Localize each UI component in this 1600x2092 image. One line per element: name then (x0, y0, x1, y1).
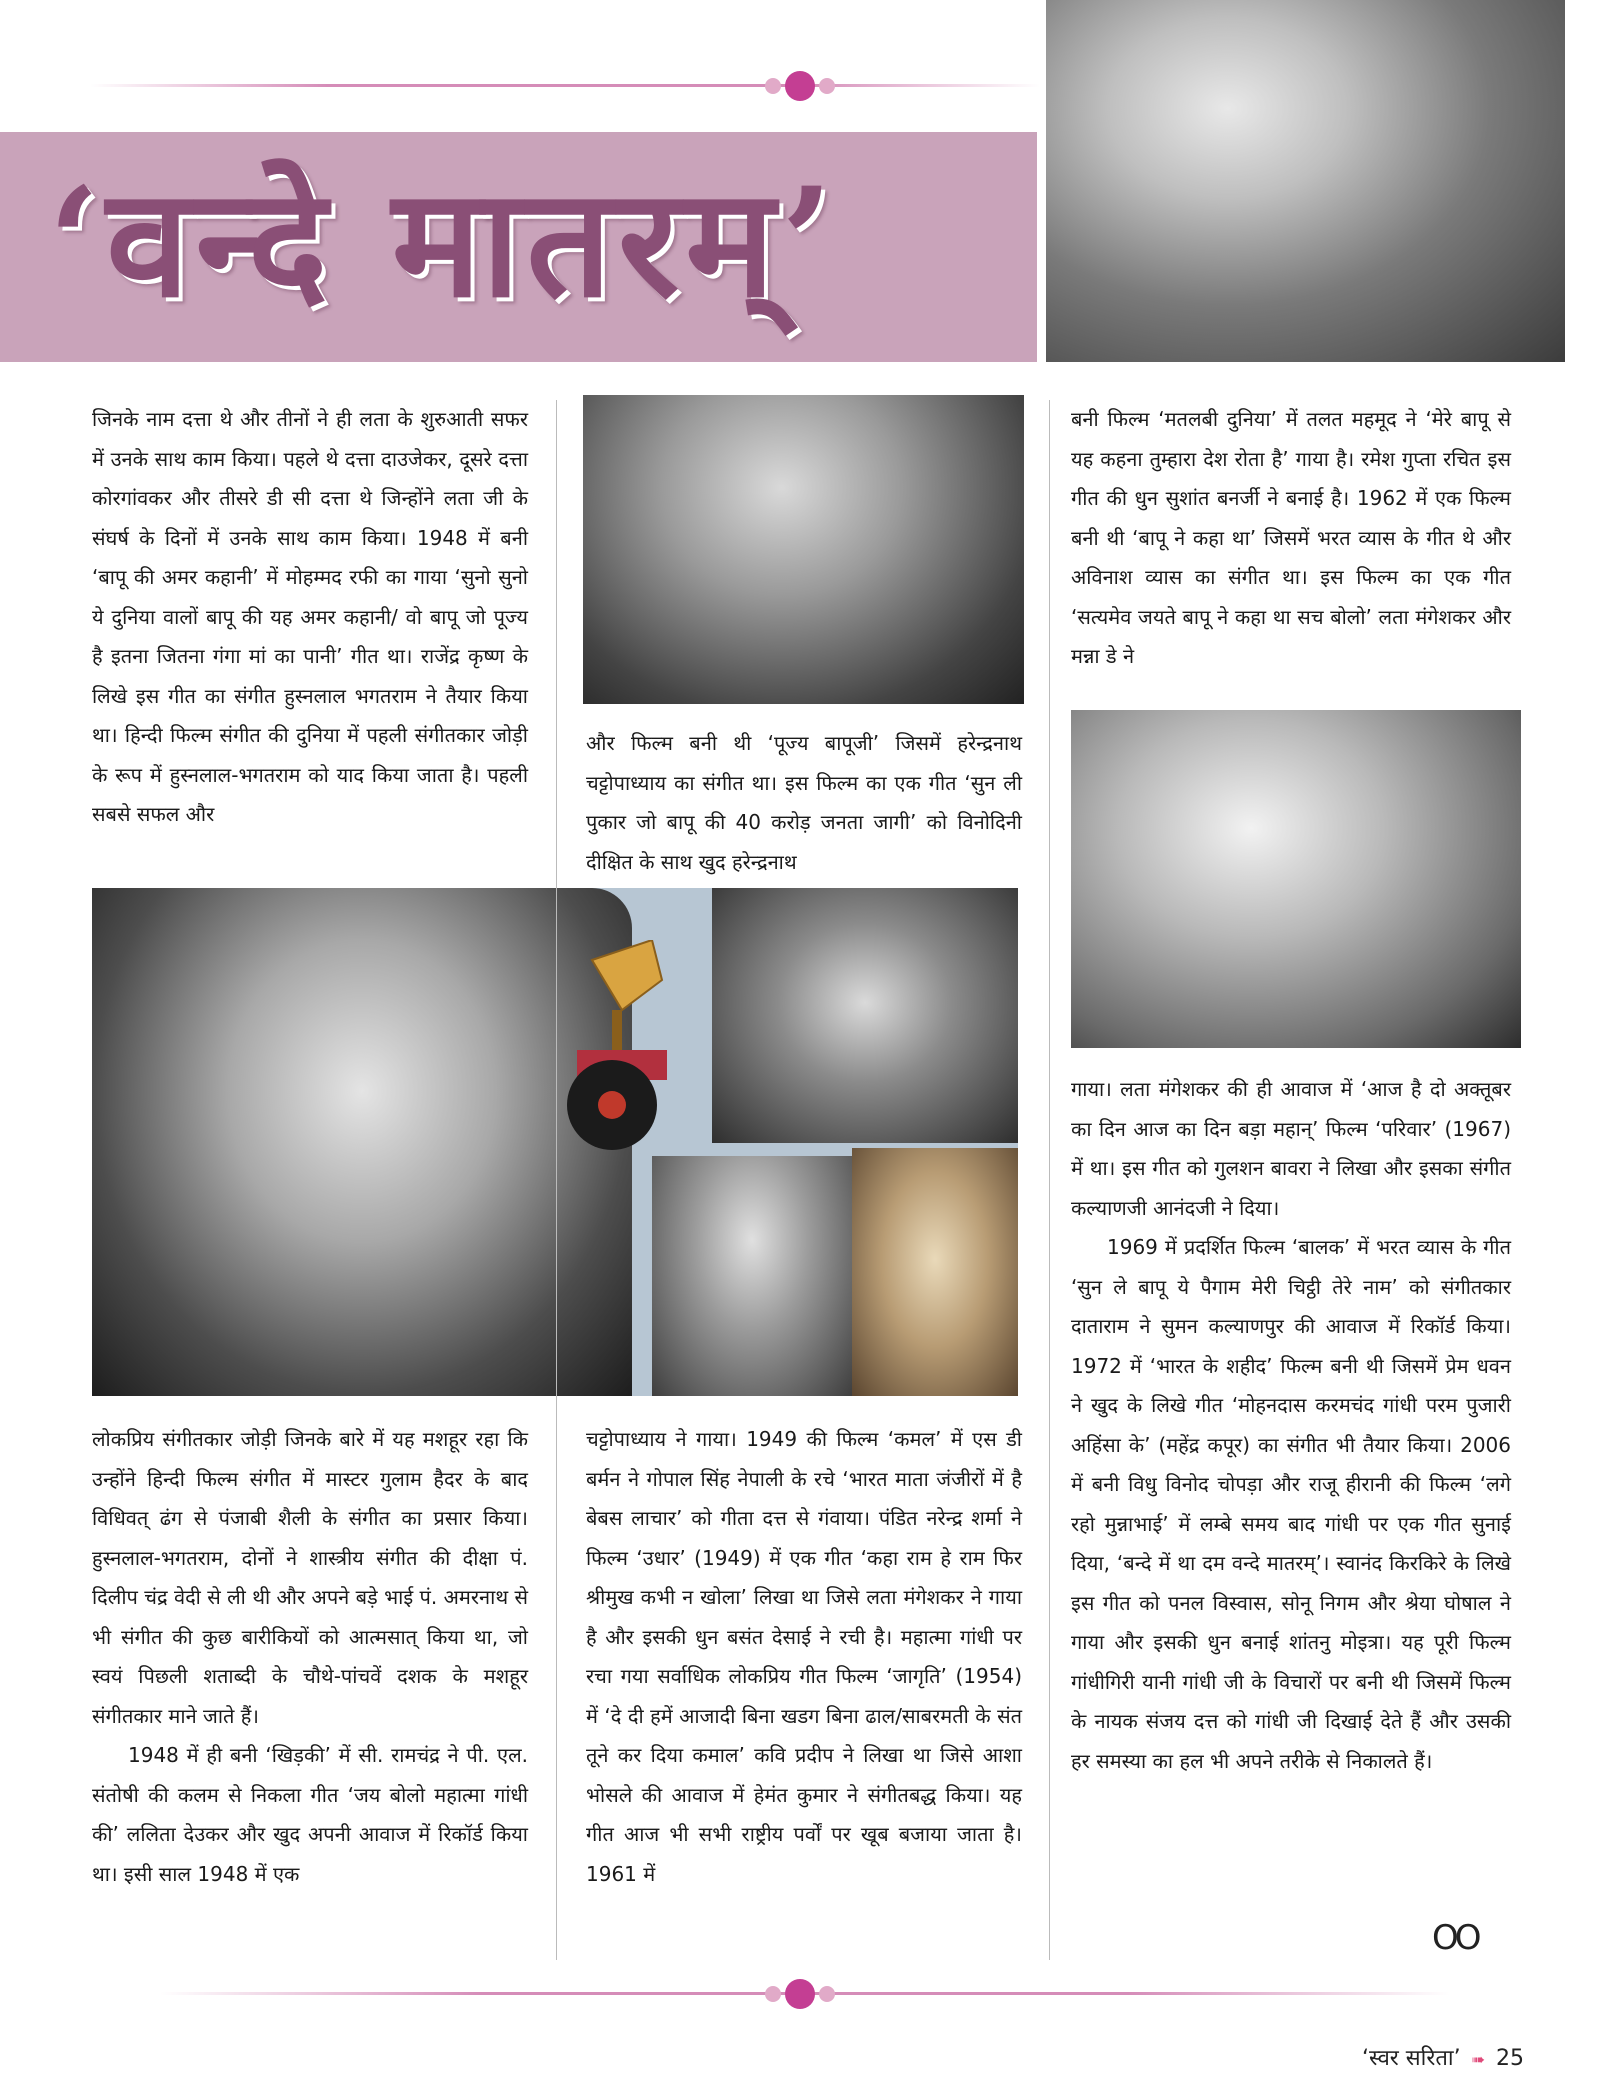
magazine-name: ‘स्वर सरिता’ (1362, 2046, 1461, 2071)
top-decorative-line (90, 84, 1040, 87)
top-decorative-dots (765, 71, 835, 101)
column-divider-1 (556, 400, 557, 1960)
gramophone-icon (552, 940, 702, 1150)
photo-music-composer (852, 1148, 1018, 1396)
paragraph: जिनके नाम दत्ता थे और तीनों ने ही लता के शुरुआती सफर में उनके साथ काम किया। पहले थे दत्ता दाउजेकर, दूसरे दत्ता कोरगांवकर और तीसरे डी सी दत्ता थे जिन्होंने लता जी के संघर्ष के दिनों में उनके साथ काम किया। 1948 में बनी ‘बापू की अमर कहानी’ में मोहम्मद रफी का गाया ‘सुनो सुनो ये दुनिया वालों बापू की यह अमर कहानी/ वो बापू जो पूज्य है इतना जितना गंगा मां का पानी’ गीत था। राजेंद्र कृष्ण के लिखे इस गीत का संगीत हुस्नलाल भगतराम ने तैयार किया था। हिन्दी फिल्म संगीत की दुनिया में पहली संगीतकार जोड़ी के रूप में हुस्नलाल-भगतराम को याद किया जाता है। पहली सबसे सफल और (92, 407, 528, 826)
bottom-decorative-dots (765, 1979, 835, 2009)
paragraph: 1948 में ही बनी ‘खिड़की’ में सी. रामचंद्र ने पी. एल. संतोषी की कलम से निकला गीत ‘जय बोलो महात्मा गांधी की’ ललिता देउकर और खुद अपनी आवाज में रिकॉर्ड किया था। इसी साल 1948 में एक (92, 1743, 528, 1886)
column-3-bottom (1071, 1070, 1511, 1781)
page-footer (1362, 2042, 1524, 2072)
photo-collage (92, 888, 1018, 1396)
page-number: 25 (1496, 2046, 1524, 2071)
paragraph: गाया। लता मंगेशकर की ही आवाज में ‘आज है दो अक्तूबर का दिन आज का दिन बड़ा महान्’ फिल्म ‘परिवार’ (1967) में था। इस गीत को गुलशन बावरा ने लिखा और इसका संगीत कल्याणजी आनंदजी ने दिया। (1071, 1077, 1511, 1220)
photo-actress-smiling (1071, 710, 1521, 1048)
page-title: ‘वन्दे मातरम्’ (48, 155, 840, 331)
column-2-top (586, 724, 1022, 882)
column-2-bottom (586, 1420, 1022, 1894)
column-3-top (1071, 400, 1511, 677)
paragraph: और फिल्म बनी थी ‘पूज्य बापूजी’ जिसमें हरेन्द्रनाथ चट्टोपाध्याय का संगीत था। इस फिल्म का एक गीत ‘सुन ली पुकार जो बापू की 40 करोड़ जनता जागी’ को विनोदिनी दीक्षित के साथ खुद हरेन्द्रनाथ (586, 731, 1022, 874)
photo-male-singer-microphone (583, 395, 1024, 704)
column-1-bottom (92, 1420, 528, 1894)
paragraph: बनी फिल्म ‘मतलबी दुनिया’ में तलत महमूद ने ‘मेरे बापू से यह कहना तुम्हारा देश रोता है’ गाया है। रमेश गुप्ता रचित इस गीत की धुन सुशांत बनर्जी ने बनाई है। 1962 में एक फिल्म बनी थी ‘बापू ने कहा था’ जिसमें भरत व्यास के गीत थे और अविनाश व्यास का संगीत था। इस फिल्म का एक गीत ‘सत्यमेव जयते बापू ने कहा था सच बोलो’ लता मंगेशकर और मन्ना डे ने (1071, 407, 1511, 668)
photo-lata-mangeshkar (92, 888, 632, 1396)
column-1-top (92, 400, 528, 835)
end-mark-spectacles-icon: OO (1432, 1918, 1478, 1958)
photo-female-singer (712, 888, 1018, 1143)
arrow-icon: ➠ (1471, 2050, 1485, 2069)
column-divider-2 (1049, 400, 1050, 1960)
photo-young-singer (652, 1156, 852, 1396)
paragraph: लोकप्रिय संगीतकार जोड़ी जिनके बारे में यह मशहूर रहा कि उन्होंने हिन्दी फिल्म संगीत में मास्टर गुलाम हैदर के बाद विधिवत् ढंग से पंजाबी शैली के संगीत का प्रसार किया। हुस्नलाल-भगतराम, दोनों ने शास्त्रीय संगीत की दीक्षा पं. दिलीप चंद्र वेदी से ली थी और अपने बड़े भाई पं. अमरनाथ से भी संगीत की कुछ बारीकियों को आत्मसात् किया था, जो स्वयं पिछली शताब्दी के चौथे-पांचवें दशक के मशहूर संगीतकार माने जाते हैं। (92, 1427, 528, 1728)
paragraph: चट्टोपाध्याय ने गाया। 1949 की फिल्म ‘कमल’ में एस डी बर्मन ने गोपाल सिंह नेपाली के रचे ‘भारत माता जंजीरों में है बेबस लाचार’ को गीता दत्त से गंवाया। पंडित नरेन्द्र शर्मा ने फिल्म ‘उधार’ (1949) में एक गीत ‘कहा राम हे राम फिर श्रीमुख कभी न खोला’ लिखा था जिसे लता मंगेशकर ने गाया है और इसकी धुन बसंत देसाई ने रची है। महात्मा गांधी पर रचा गया सर्वाधिक लोकप्रिय गीत फिल्म ‘जागृति’ (1954) में ‘दे दी हमें आजादी बिना खडग बिना ढाल/साबरमती के संत तूने कर दिया कमाल’ कवि प्रदीप ने लिखा था जिसे आशा भोसले की आवाज में हेमंत कुमार ने संगीतबद्ध किया। यह गीत आज भी सभी राष्ट्रीय पर्वों पर खूब बजाया जाता है। 1961 में (586, 1427, 1022, 1886)
paragraph: 1969 में प्रदर्शित फिल्म ‘बालक’ में भरत व्यास के गीत ‘सुन ले बापू ये पैगाम मेरी चिट्ठी तेरे नाम’ को संगीतकार दाताराम ने सुमन कल्याणपुर की आवाज में रिकॉर्ड किया। 1972 में ‘भारत के शहीद’ फिल्म बनी थी जिसमें प्रेम धवन ने खुद के लिखे गीत ‘मोहनदास करमचंद गांधी परम पुजारी अहिंसा के’ (महेंद्र कपूर) का संगीत भी तैयार किया। 2006 में बनी विधु विनोद चोपड़ा और राजू हीरानी की फिल्म ‘लगे रहो मुन्नाभाई’ में लम्बे समय बाद गांधी पर एक गीत सुनाई दिया, ‘बन्दे में था दम वन्दे मातरम्’। स्वानंद किरकिरे के लिखे इस गीत को पनल विस्वास, सोनू निगम और श्रेया घोषाल ने गाया और इसकी धुन बनाई शांतनु मोइत्रा। यह पूरी फिल्म गांधीगिरी यानी गांधी जी के विचारों पर बनी थी जिसमें फिल्म के नायक संजय दत्त को गांधी जी दिखाई देते हैं और उसकी हर समस्या का हल भी अपने तरीके से निकालते हैं। (1071, 1235, 1511, 1773)
photo-boy-singing (1046, 0, 1565, 362)
